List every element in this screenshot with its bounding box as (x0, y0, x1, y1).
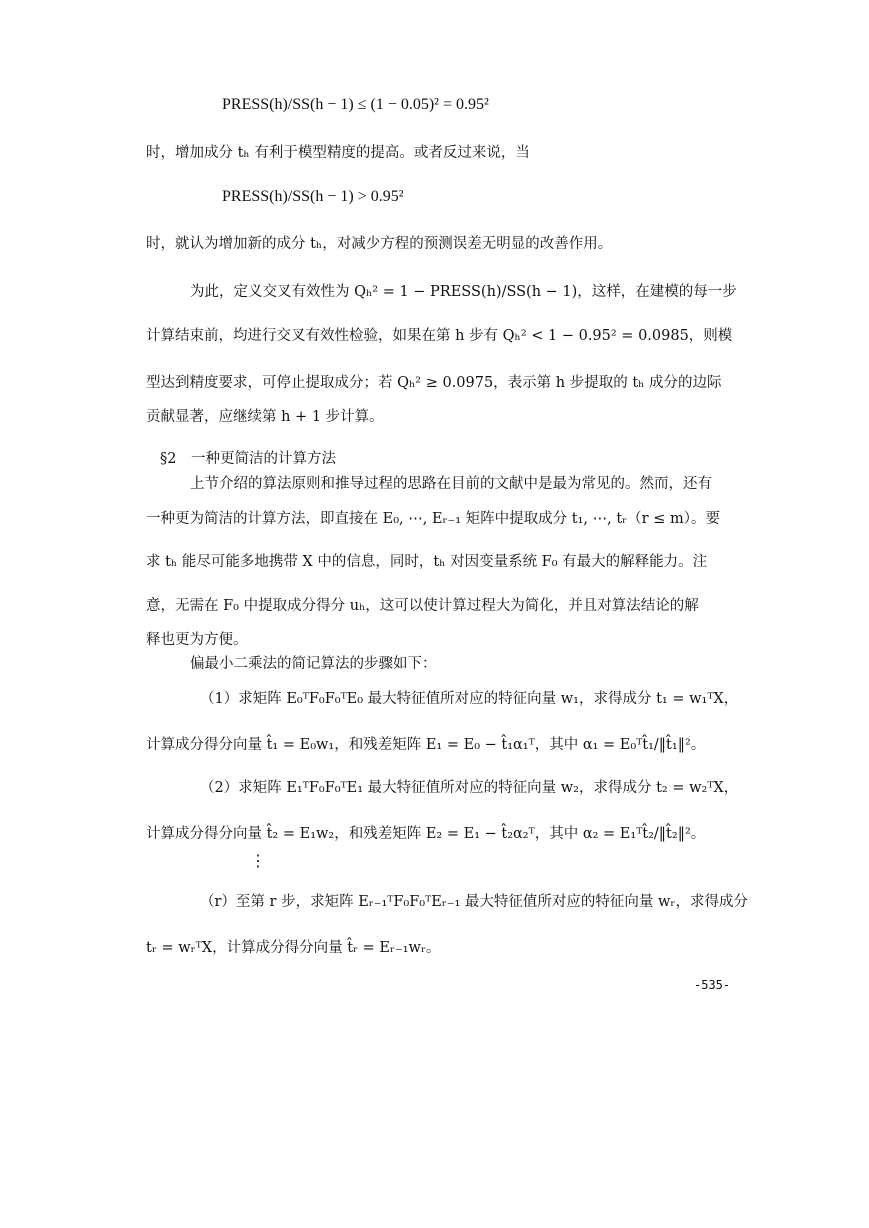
paragraph-line: 释也更为方便。 (146, 632, 248, 648)
paragraph-line: 型达到精度要求，可停止提取成分；若 Qₕ² ≥ 0.0975，表示第 h 步提取的 tₕ 成分的边际 (146, 375, 722, 391)
paragraph-line: 时，就认为增加新的成分 tₕ，对减少方程的预测误差无明显的改善作用。 (146, 236, 613, 252)
paragraph-line: 计算结束前，均进行交叉有效性检验，如果在第 h 步有 Qₕ² < 1 − 0.95² = 0.0985，则模 (146, 328, 733, 344)
step-r-line: （r）至第 r 步，求矩阵 Eᵣ₋₁ᵀF₀F₀ᵀEᵣ₋₁ 最大特征值所对应的特征向量 wᵣ，求得成分 (200, 894, 748, 910)
paragraph-line: 贡献显著，应继续第 h + 1 步计算。 (146, 409, 384, 425)
paragraph-line: 为此，定义交叉有效性为 Qₕ² = 1 − PRESS(h)/SS(h − 1)，这样，在建模的每一步 (190, 284, 737, 300)
vertical-ellipsis: ⋮ (250, 851, 266, 870)
step-2-line: 计算成分得分向量 t̂₂ = E₁w₂，和残差矩阵 E₂ = E₁ − t̂₂α₂ᵀ，其中 α₂ = E₁ᵀt̂₂/‖t̂₂‖²。 (146, 826, 706, 842)
step-2-line: （2）求矩阵 E₁ᵀF₀F₀ᵀE₁ 最大特征值所对应的特征向量 w₂，求得成分 t₂ = w₂ᵀX， (200, 780, 739, 796)
paragraph-line: 上节介绍的算法原则和推导过程的思路在目前的文献中是最为常见的。然而，还有 (190, 476, 712, 492)
page-number: -535- (694, 978, 731, 992)
formula-press-condition: PRESS(h)/SS(h − 1) ≤ (1 − 0.05)² = 0.95² (222, 96, 489, 113)
paragraph-line: 时，增加成分 tₕ 有利于模型精度的提高。或者反过来说，当 (146, 145, 530, 161)
paragraph-line: 意，无需在 F₀ 中提取成分得分 uₕ，这可以使计算过程大为简化，并且对算法结论的解 (146, 598, 699, 614)
step-1-line: 计算成分得分向量 t̂₁ = E₀w₁，和残差矩阵 E₁ = E₀ − t̂₁α₁ᵀ，其中 α₁ = E₀ᵀt̂₁/‖t̂₁‖²。 (146, 737, 706, 753)
step-1-line: （1）求矩阵 E₀ᵀF₀F₀ᵀE₀ 最大特征值所对应的特征向量 w₁，求得成分 t₁ = w₁ᵀX， (200, 691, 739, 707)
formula-press-threshold: PRESS(h)/SS(h − 1) > 0.95² (222, 188, 404, 205)
step-r-line: tᵣ = wᵣᵀX，计算成分得分向量 t̂ᵣ = Eᵣ₋₁wᵣ。 (146, 940, 441, 956)
section-heading: §2 一种更简洁的计算方法 (160, 451, 336, 467)
paragraph-line: 一种更为简洁的计算方法，即直接在 E₀, ⋯, Eᵣ₋₁ 矩阵中提取成分 t₁, ⋯, tᵣ（r ≤ m）。要 (146, 511, 720, 527)
paragraph-line: 偏最小二乘法的简记算法的步骤如下： (190, 656, 437, 672)
paragraph-line: 求 tₕ 能尽可能多地携带 X 中的信息，同时，tₕ 对因变量系统 F₀ 有最大的解释能力。注 (146, 554, 708, 570)
